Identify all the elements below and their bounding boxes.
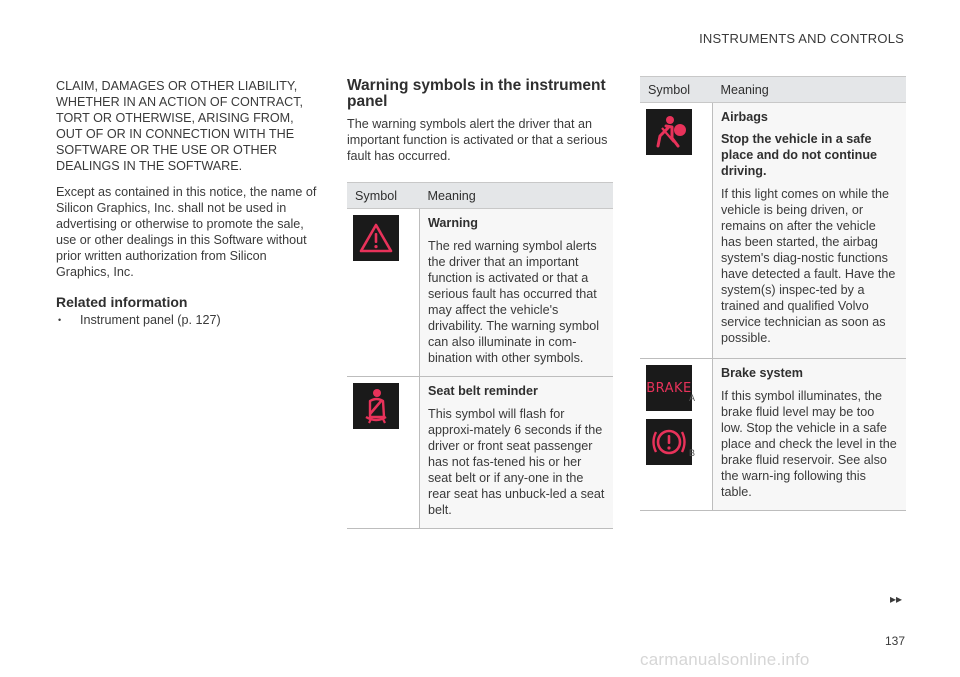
related-item [56,312,322,328]
warning-triangle-icon [353,215,399,261]
license-paragraph: CLAIM, DAMAGES OR OTHER LIABILITY, WHETHER IN AN ACTION OF CONTRACT, TORT OR OTHERWISE, ARISING FROM, OUT OF OR IN CONNECTION WITH THE SOFTWARE OR THE USE OR OTHER DEALINGS IN THE SOFTWARE. [56,79,303,173]
table-row [347,377,613,529]
row-text: If this light comes on while the vehicle is being driven, or remains on after the vehicle has been started, the airbag system's diag-nostic functions have detected a fault. Have the system(s) inspec-ted by a trained and qualified Volvo service technician as soon as possible. [721,187,896,345]
symbol-cell [640,103,713,359]
brake-text: BRAKE [646,380,692,396]
header-meaning: Meaning [420,183,614,209]
table-row [347,209,613,377]
symbols-table-right [640,76,906,511]
related-link[interactable]: Instrument panel (p. 127) [80,313,221,327]
right-column [640,76,906,511]
row-text: If this symbol illuminates, the brake fluid level may be too low. Stop the vehicle in a safe place and check the level in the brake fluid reservoir. See also the warn-ing following this table. [721,389,897,499]
section-heading: Warning symbols in the instrument panel [347,77,606,110]
section-title: INSTRUMENTS AND CONTROLS [699,31,904,46]
middle-column [347,78,613,529]
notice-paragraph: Except as contained in this notice, the name of Silicon Graphics, Inc. shall not be used in advertising or otherwise to promote the sale, use or other dealings in this Software without prior written authorization from Silicon Graphics, Inc. [56,185,317,279]
table-row [640,359,906,511]
related-heading: Related information [56,294,188,310]
page-number: 137 [885,634,906,648]
bullet-icon: • [58,315,62,325]
row-text: This symbol will flash for approxi-mately 6 seconds if the driver or front seat passenger has not fas-tened his or her seat belt or if any-one in the rear seat has unbuck-led a seat belt. [428,407,605,517]
meaning-cell [713,359,907,511]
header-symbol: Symbol [640,77,713,103]
left-column [56,78,322,328]
symbol-cell [347,209,420,377]
airbag-icon [646,109,692,155]
symbol-cell [640,359,713,511]
meaning-cell [420,209,614,377]
table-row [640,103,906,359]
symbol-cell [347,377,420,529]
table-header [347,183,613,209]
watermark: carmanualsonline.info [640,650,810,669]
intro-paragraph: The warning symbols alert the driver that an important function is activated or that a serious fault has occurred. [347,117,608,163]
row-text: The red warning symbol alerts the driver that an important function is activated or that a serious fault has occurred that may affect the vehicle's drivability. The warning symbol can also illuminate in com-bination with other symbols. [428,239,600,365]
row-title: Seat belt reminder [428,384,538,398]
icon-tag-b: B [689,448,696,458]
header-meaning: Meaning [713,77,907,103]
meaning-cell [420,377,614,529]
row-title: Warning [428,216,478,230]
brake-circle-icon [646,419,692,465]
seat-belt-icon [353,383,399,429]
continue-arrows-icon: ▸▸ [890,592,903,606]
icon-tag-a: A [689,393,696,403]
symbols-table-left [347,182,613,529]
row-subtitle: Stop the vehicle in a safe place and do not continue driving. [721,132,878,178]
row-title: Brake system [721,366,803,380]
row-title: Airbags [721,110,768,124]
brake-text-icon [646,365,692,411]
meaning-cell [713,103,907,359]
header-symbol: Symbol [347,183,420,209]
table-header [640,77,906,103]
